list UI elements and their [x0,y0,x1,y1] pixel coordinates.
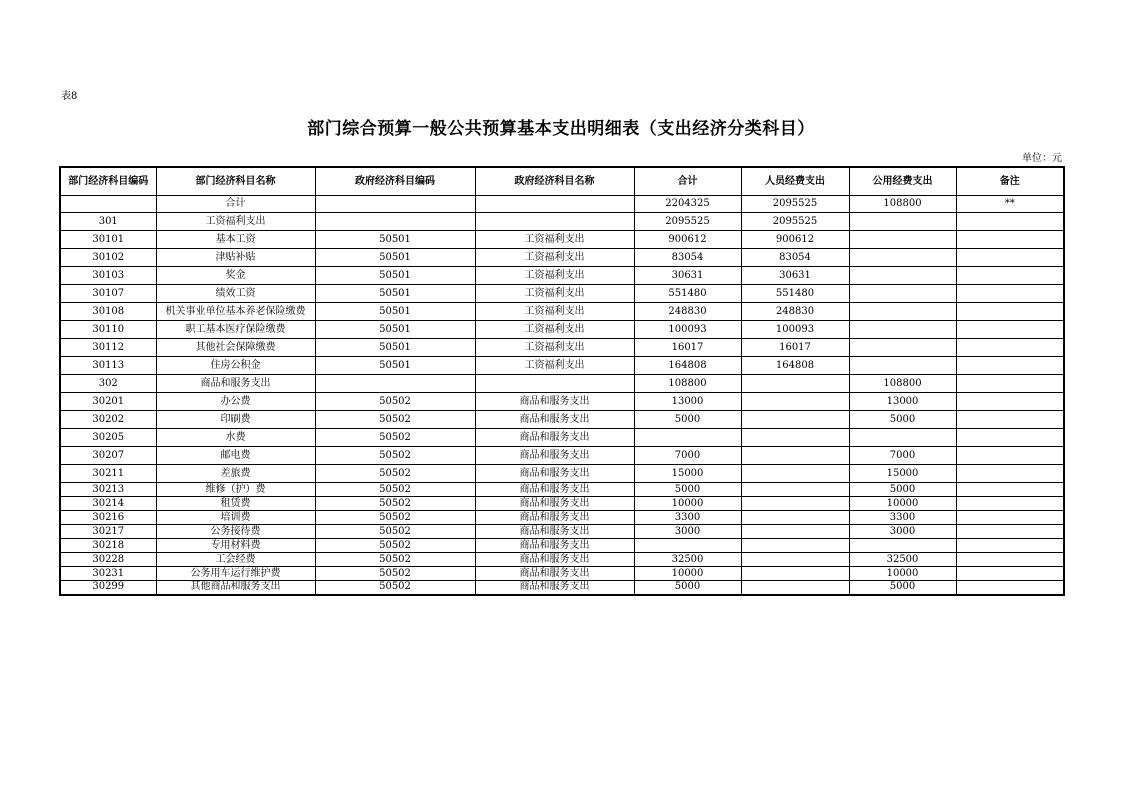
public-cell: 32500 [849,553,956,567]
gov-code-cell: 50502 [315,465,475,483]
remarks-cell [956,339,1064,357]
dept-code-cell: 30207 [60,447,156,465]
personnel-cell [741,483,849,497]
gov-code-cell: 50501 [315,249,475,267]
gov-code-cell: 50501 [315,231,475,249]
total-cell: 30631 [634,267,741,285]
table-row [60,497,1064,511]
gov-name-cell: 工资福利支出 [475,357,634,375]
total-cell: 164808 [634,357,741,375]
remarks-cell [956,393,1064,411]
gov-code-cell: 50502 [315,497,475,511]
remarks-cell [956,539,1064,553]
personnel-cell [741,375,849,393]
gov-code-cell [315,196,475,213]
personnel-cell [741,411,849,429]
gov-code-cell: 50502 [315,483,475,497]
remarks-cell [956,231,1064,249]
gov-name-cell: 工资福利支出 [475,321,634,339]
public-cell [849,267,956,285]
gov-name-cell: 商品和服务支出 [475,411,634,429]
header-gov-name: 政府经济科目名称 [475,167,634,196]
dept-name-cell: 公务接待费 [156,525,315,539]
total-cell: 108800 [634,375,741,393]
table-row [60,581,1064,595]
gov-code-cell: 50501 [315,303,475,321]
table-row [60,375,1064,393]
personnel-cell [741,465,849,483]
remarks-cell [956,357,1064,375]
gov-code-cell: 50501 [315,321,475,339]
gov-name-cell: 商品和服务支出 [475,567,634,581]
dept-code-cell: 30108 [60,303,156,321]
table-row [60,411,1064,429]
header-personnel: 人员经费支出 [741,167,849,196]
dept-name-cell: 基本工资 [156,231,315,249]
personnel-cell [741,553,849,567]
budget-table [59,166,1065,596]
gov-code-cell: 50502 [315,429,475,447]
dept-code-cell [60,196,156,213]
table-row [60,483,1064,497]
public-cell: 108800 [849,196,956,213]
personnel-cell [741,511,849,525]
table-row [60,465,1064,483]
dept-name-cell: 邮电费 [156,447,315,465]
total-cell: 15000 [634,465,741,483]
remarks-cell [956,411,1064,429]
dept-name-cell: 机关事业单位基本养老保险缴费 [156,303,315,321]
dept-code-cell: 30228 [60,553,156,567]
public-cell: 3300 [849,511,956,525]
remarks-cell [956,465,1064,483]
personnel-cell [741,581,849,595]
header-public: 公用经费支出 [849,167,956,196]
total-cell [634,539,741,553]
dept-code-cell: 30211 [60,465,156,483]
table-body [60,196,1064,595]
remarks-cell [956,375,1064,393]
table-row [60,393,1064,411]
public-cell: 3000 [849,525,956,539]
header-total: 合计 [634,167,741,196]
dept-code-cell: 30231 [60,567,156,581]
gov-name-cell: 商品和服务支出 [475,465,634,483]
personnel-cell [741,525,849,539]
public-cell [849,231,956,249]
gov-code-cell: 50502 [315,567,475,581]
header-gov-code: 政府经济科目编码 [315,167,475,196]
gov-name-cell: 商品和服务支出 [475,511,634,525]
gov-name-cell: 工资福利支出 [475,249,634,267]
table-row [60,447,1064,465]
personnel-cell [741,429,849,447]
table-number: 表8 [61,91,78,102]
dept-name-cell: 维修（护）费 [156,483,315,497]
remarks-cell [956,497,1064,511]
gov-code-cell: 50501 [315,267,475,285]
dept-name-cell: 水费 [156,429,315,447]
total-cell: 3000 [634,525,741,539]
dept-code-cell: 30201 [60,393,156,411]
gov-code-cell: 50502 [315,525,475,539]
public-cell [849,303,956,321]
gov-name-cell: 商品和服务支出 [475,483,634,497]
dept-name-cell: 住房公积金 [156,357,315,375]
gov-code-cell: 50502 [315,393,475,411]
dept-name-cell: 职工基本医疗保险缴费 [156,321,315,339]
public-cell [849,339,956,357]
personnel-cell [741,447,849,465]
total-cell: 5000 [634,581,741,595]
page-title: 部门综合预算一般公共预算基本支出明细表（支出经济分类科目） [307,119,815,139]
dept-code-cell: 30202 [60,411,156,429]
gov-code-cell: 50501 [315,285,475,303]
table-row [60,321,1064,339]
table-row [60,231,1064,249]
table-row [60,196,1064,213]
total-cell: 900612 [634,231,741,249]
gov-name-cell: 商品和服务支出 [475,525,634,539]
gov-code-cell: 50502 [315,539,475,553]
personnel-cell: 2095525 [741,196,849,213]
remarks-cell [956,321,1064,339]
personnel-cell: 248830 [741,303,849,321]
gov-code-cell: 50501 [315,339,475,357]
header-remarks: 备注 [956,167,1064,196]
dept-code-cell: 30112 [60,339,156,357]
table-row [60,213,1064,231]
dept-name-cell: 奖金 [156,267,315,285]
dept-name-cell: 工会经费 [156,553,315,567]
personnel-cell [741,497,849,511]
public-cell: 10000 [849,497,956,511]
dept-name-cell: 租赁费 [156,497,315,511]
table-row [60,525,1064,539]
dept-name-cell: 工资福利支出 [156,213,315,231]
public-cell [849,429,956,447]
dept-code-cell: 30113 [60,357,156,375]
public-cell [849,321,956,339]
header-dept-code: 部门经济科目编码 [60,167,156,196]
personnel-cell [741,393,849,411]
total-cell: 5000 [634,483,741,497]
remarks-cell [956,249,1064,267]
public-cell: 108800 [849,375,956,393]
dept-code-cell: 30299 [60,581,156,595]
gov-name-cell: 商品和服务支出 [475,447,634,465]
total-cell: 16017 [634,339,741,357]
public-cell [849,285,956,303]
unit-label: 单位：元 [1022,153,1062,164]
dept-name-cell: 专用材料费 [156,539,315,553]
public-cell: 15000 [849,465,956,483]
gov-code-cell: 50502 [315,581,475,595]
total-cell: 7000 [634,447,741,465]
total-cell: 13000 [634,393,741,411]
gov-code-cell [315,213,475,231]
table-row [60,303,1064,321]
table-row [60,285,1064,303]
gov-name-cell [475,213,634,231]
remarks-cell [956,581,1064,595]
public-cell: 5000 [849,411,956,429]
public-cell: 13000 [849,393,956,411]
dept-code-cell: 301 [60,213,156,231]
dept-code-cell: 30216 [60,511,156,525]
total-cell: 83054 [634,249,741,267]
dept-name-cell: 印刷费 [156,411,315,429]
dept-name-cell: 培训费 [156,511,315,525]
remarks-cell [956,553,1064,567]
public-cell [849,249,956,267]
header-dept-name: 部门经济科目名称 [156,167,315,196]
gov-name-cell: 商品和服务支出 [475,539,634,553]
personnel-cell: 83054 [741,249,849,267]
gov-name-cell [475,375,634,393]
dept-code-cell: 30107 [60,285,156,303]
personnel-cell: 900612 [741,231,849,249]
table-row [60,511,1064,525]
public-cell: 10000 [849,567,956,581]
gov-name-cell: 商品和服务支出 [475,429,634,447]
table-row [60,539,1064,553]
gov-name-cell: 商品和服务支出 [475,553,634,567]
gov-name-cell: 工资福利支出 [475,303,634,321]
dept-name-cell: 办公费 [156,393,315,411]
remarks-cell [956,525,1064,539]
total-cell: 2204325 [634,196,741,213]
dept-code-cell: 30213 [60,483,156,497]
dept-code-cell: 30218 [60,539,156,553]
dept-code-cell: 30103 [60,267,156,285]
total-cell: 100093 [634,321,741,339]
remarks-cell: ** [956,196,1064,213]
public-cell: 5000 [849,483,956,497]
public-cell: 7000 [849,447,956,465]
table-row [60,357,1064,375]
remarks-cell [956,303,1064,321]
dept-code-cell: 30102 [60,249,156,267]
personnel-cell: 100093 [741,321,849,339]
personnel-cell: 30631 [741,267,849,285]
remarks-cell [956,483,1064,497]
dept-name-cell: 津贴补贴 [156,249,315,267]
gov-name-cell: 商品和服务支出 [475,497,634,511]
total-cell: 2095525 [634,213,741,231]
dept-name-cell: 差旅费 [156,465,315,483]
dept-code-cell: 30217 [60,525,156,539]
dept-code-cell: 30101 [60,231,156,249]
remarks-cell [956,429,1064,447]
gov-code-cell: 50501 [315,357,475,375]
personnel-cell: 551480 [741,285,849,303]
dept-name-cell: 合计 [156,196,315,213]
personnel-cell [741,539,849,553]
dept-code-cell: 30214 [60,497,156,511]
public-cell [849,539,956,553]
dept-name-cell: 其他商品和服务支出 [156,581,315,595]
remarks-cell [956,511,1064,525]
table-row [60,267,1064,285]
remarks-cell [956,285,1064,303]
dept-code-cell: 30205 [60,429,156,447]
gov-name-cell: 工资福利支出 [475,285,634,303]
public-cell [849,357,956,375]
gov-name-cell [475,196,634,213]
personnel-cell: 164808 [741,357,849,375]
gov-code-cell: 50502 [315,553,475,567]
dept-name-cell: 其他社会保障缴费 [156,339,315,357]
public-cell: 5000 [849,581,956,595]
gov-code-cell: 50502 [315,447,475,465]
remarks-cell [956,567,1064,581]
total-cell: 5000 [634,411,741,429]
gov-code-cell [315,375,475,393]
table-header-row [60,167,1064,196]
personnel-cell: 16017 [741,339,849,357]
total-cell [634,429,741,447]
dept-code-cell: 30110 [60,321,156,339]
total-cell: 248830 [634,303,741,321]
table-row [60,339,1064,357]
remarks-cell [956,447,1064,465]
table-row [60,249,1064,267]
dept-name-cell: 商品和服务支出 [156,375,315,393]
gov-code-cell: 50502 [315,511,475,525]
gov-code-cell: 50502 [315,411,475,429]
table-row [60,553,1064,567]
gov-name-cell: 商品和服务支出 [475,581,634,595]
gov-name-cell: 工资福利支出 [475,267,634,285]
total-cell: 10000 [634,567,741,581]
dept-code-cell: 302 [60,375,156,393]
dept-name-cell: 公务用车运行维护费 [156,567,315,581]
gov-name-cell: 工资福利支出 [475,231,634,249]
remarks-cell [956,267,1064,285]
table-row [60,429,1064,447]
dept-name-cell: 绩效工资 [156,285,315,303]
remarks-cell [956,213,1064,231]
gov-name-cell: 工资福利支出 [475,339,634,357]
gov-name-cell: 商品和服务支出 [475,393,634,411]
total-cell: 3300 [634,511,741,525]
public-cell [849,213,956,231]
total-cell: 551480 [634,285,741,303]
total-cell: 10000 [634,497,741,511]
table-row [60,567,1064,581]
total-cell: 32500 [634,553,741,567]
personnel-cell [741,567,849,581]
personnel-cell: 2095525 [741,213,849,231]
